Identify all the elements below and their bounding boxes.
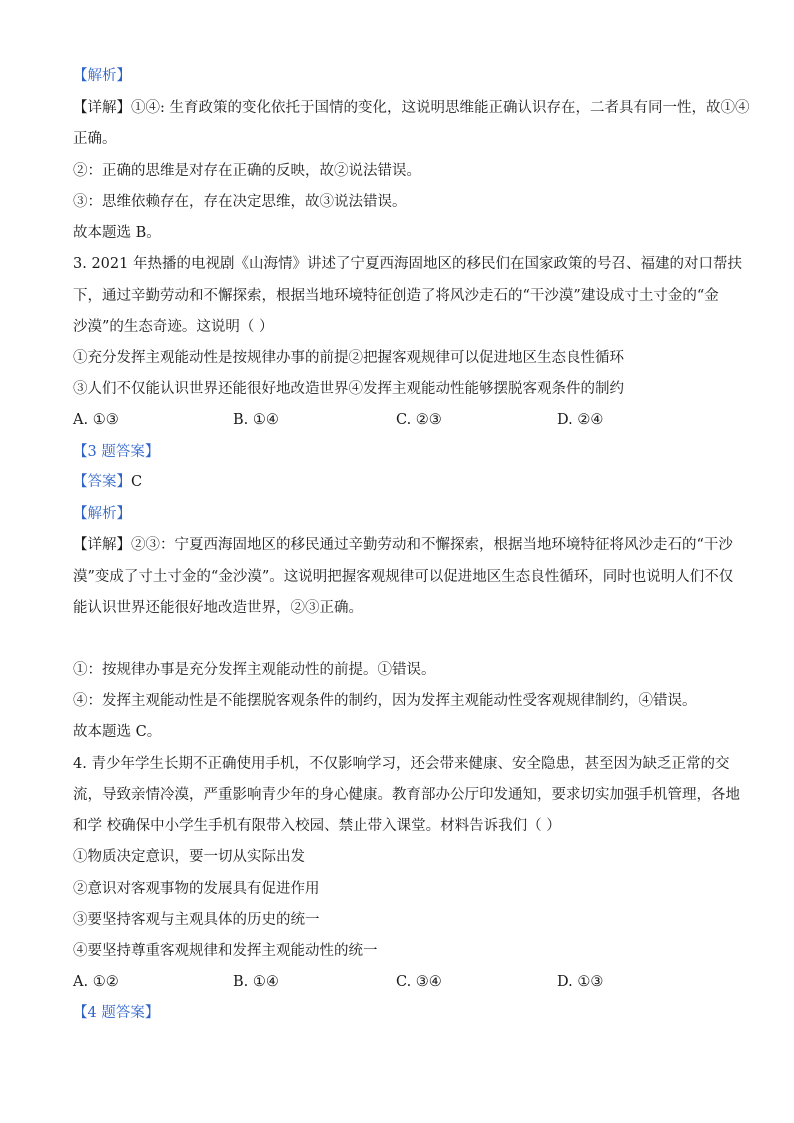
option-c: C. ②③	[396, 412, 442, 428]
analysis-tag: 【解析】	[73, 68, 131, 84]
detail-tag: 【详解】	[73, 537, 131, 553]
detail-paragraph-line: 能认识世界还能很好地改造世界，②③正确。	[73, 600, 363, 616]
answer-section-tag: 【4 题答案】	[73, 1005, 160, 1021]
statement-line: ①充分发挥主观能动性是按规律办事的前提②把握客观规律可以促进地区生态良性循环	[73, 350, 624, 366]
question-stem-line: 4. 青少年学生长期不正确使用手机，不仅影响学习，还会带来健康、安全隐患，甚至因为缺乏正常的交	[73, 756, 730, 772]
detail-tag: 【详解】	[73, 100, 131, 116]
statement-line: ③人们不仅能认识世界还能很好地改造世界④发挥主观能动性能够摆脱客观条件的制约	[73, 381, 624, 397]
explanation-note: ②：正确的思维是对存在正确的反映，故②说法错误。	[73, 163, 421, 179]
detail-paragraph-line: 正确。	[73, 131, 117, 147]
option-d: D. ②④	[557, 412, 604, 428]
statement-line: ②意识对客观事物的发展具有促进作用	[73, 881, 320, 897]
option-c: C. ③④	[396, 974, 442, 990]
statement-line: ①物质决定意识，要一切从实际出发	[73, 849, 305, 865]
conclusion-line: 故本题选 B。	[73, 225, 161, 241]
explanation-note: ③：思维依赖存在，存在决定思维，故③说法错误。	[73, 194, 407, 210]
question-stem-line: 和学 校确保中小学生手机有限带入校园、禁止带入课堂。材料告诉我们（ ）	[73, 818, 561, 834]
explanation-note: ④：发挥主观能动性是不能摆脱客观条件的制约，因为发挥主观能动性受客观规律制约，④错误。	[73, 693, 697, 709]
question-stem-line: 下，通过辛勤劳动和不懈探索，根据当地环境特征创造了将风沙走石的“干沙漠”建设成寸土寸金的“金	[73, 288, 719, 304]
answer-tag: 【答案】	[73, 474, 131, 490]
answer-line	[73, 472, 142, 492]
question-stem-line: 流，导致亲情冷漠，严重影响青少年的身心健康。教育部办公厅印发通知，要求切实加强手机管理，各地	[73, 787, 740, 803]
answer-value: C	[131, 474, 143, 490]
explanation-note: ①：按规律办事是充分发挥主观能动性的前提。①错误。	[73, 662, 436, 678]
option-b: B. ①④	[233, 974, 279, 990]
option-d: D. ①③	[557, 974, 604, 990]
statement-line: ③要坚持客观与主观具体的历史的统一	[73, 912, 320, 928]
option-a: A. ①③	[73, 412, 119, 428]
option-a: A. ①②	[73, 974, 119, 990]
question-stem-line: 沙漠”的生态奇迹。这说明（ ）	[73, 319, 274, 335]
conclusion-line: 故本题选 C。	[73, 724, 162, 740]
detail-paragraph-line: 漠”变成了寸土寸金的“金沙漠”。这说明把握客观规律可以促进地区生态良性循环，同时也说明人们不仅	[73, 569, 734, 585]
statement-line: ④要坚持尊重客观规律和发挥主观能动性的统一	[73, 943, 378, 959]
question-stem-line: 3. 2021 年热播的电视剧《山海情》讲述了宁夏西海固地区的移民们在国家政策的号召、福建的对口帮扶	[73, 256, 742, 272]
answer-section-tag: 【3 题答案】	[73, 444, 160, 460]
analysis-tag: 【解析】	[73, 506, 131, 522]
option-b: B. ①④	[233, 412, 279, 428]
detail-paragraph-line: 【详解】②③：宁夏西海固地区的移民通过辛勤劳动和不懈探索，根据当地环境特征将风沙走石的“干沙	[73, 537, 733, 553]
detail-paragraph-line: 【详解】①④: 生育政策的变化依托于国情的变化，这说明思维能正确认识存在，二者具有同一性，故①④	[73, 100, 750, 116]
